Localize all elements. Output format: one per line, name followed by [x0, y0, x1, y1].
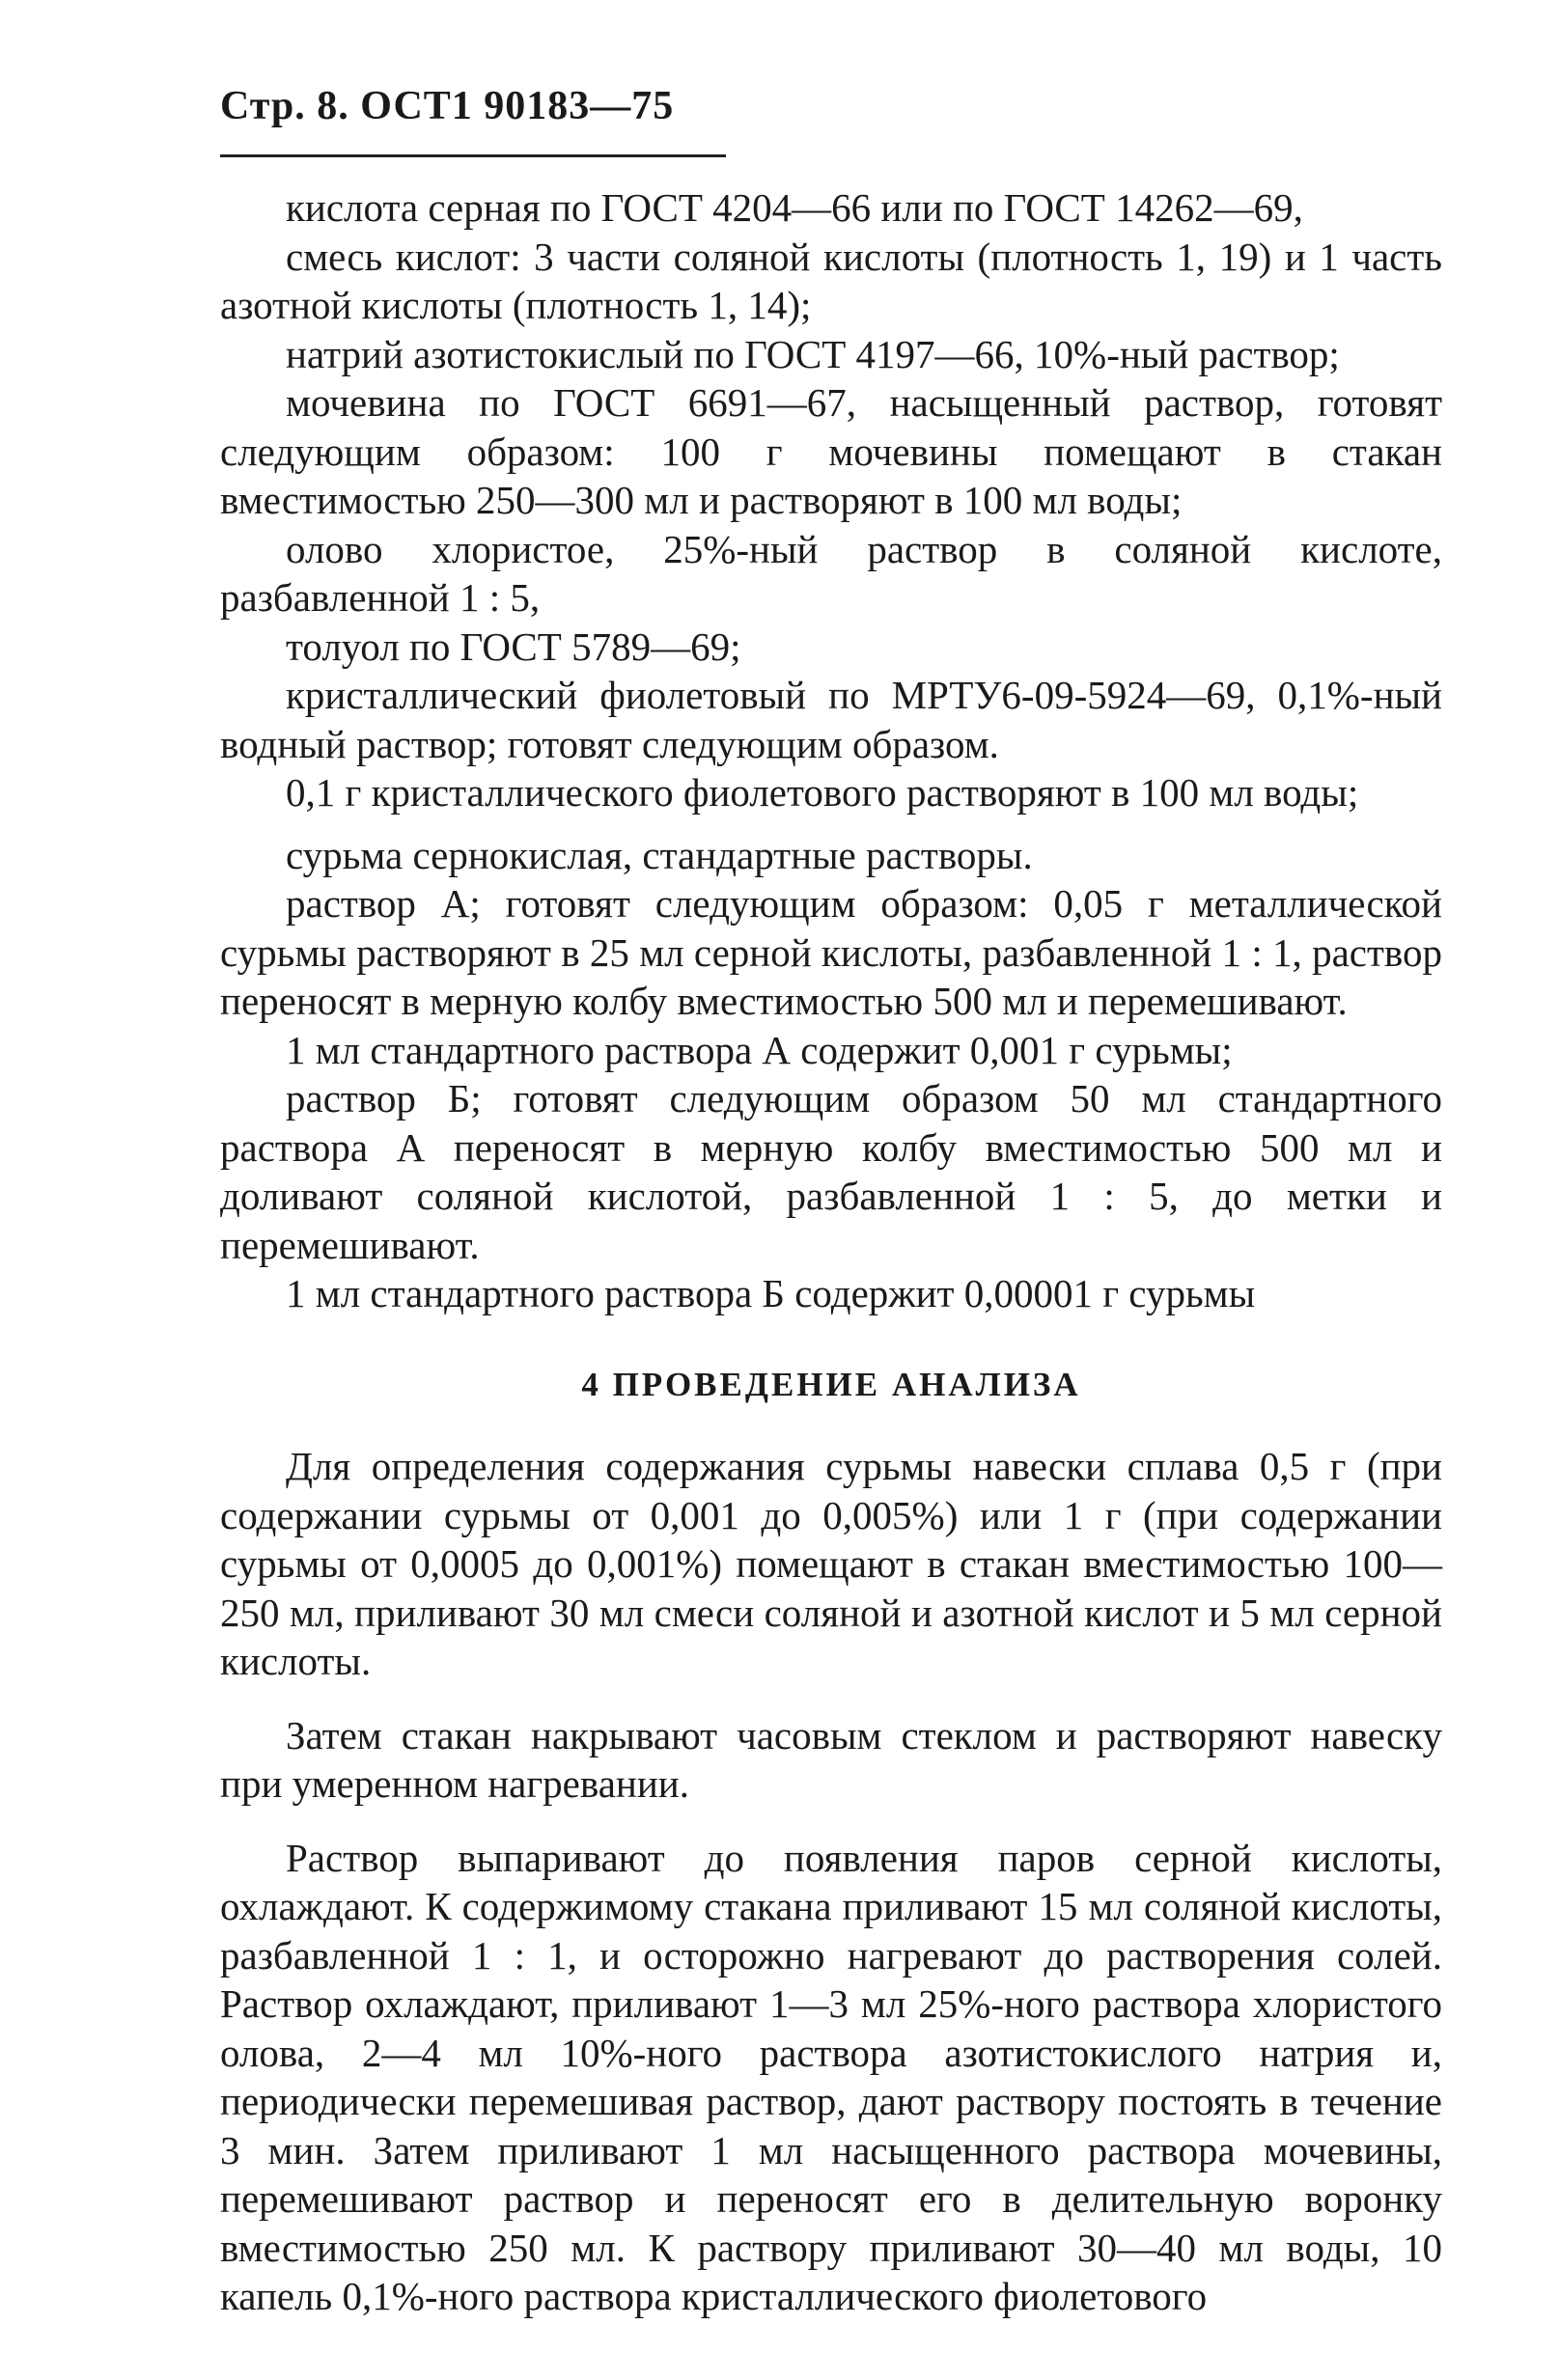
- header-rule: [220, 154, 726, 157]
- reagent-item: 0,1 г кристаллического фиолетового растворяют в 100 мл воды;: [286, 770, 1359, 815]
- body-paragraph: Раствор выпаривают до появления паров серной кислоты, охлаждают. К содержимому стакана приливают 15 мл соляной кислоты, разбавленной 1 : 1, и осторожно нагревают до растворения солей. Раствор охлаждают, приливают 1—3 мл 25%-ного раствора хлористого олова, 2—4 мл 10%-ного раствора азотистокислого натрия и, периодически перемешивая раствор, дают раствору постоять в течение 3 мин. Затем приливают 1 мл насыщенного раствора мочевины, перемешивают раствор и переносят его в делительную воронку вместимостью 250 мл. К раствору приливают 30—40 мл воды, 10 капель 0,1%-ного раствора кристаллического фиолетового: [220, 1835, 1442, 2318]
- reagent-item: олово хлористое, 25%-ный раствор в соляной кислоте, разбавленной 1 : 5,: [220, 526, 1442, 620]
- body-paragraph: Для определения содержания сурьмы навески сплава 0,5 г (при содержании сурьмы от 0,001 до 0,005%) или 1 г (при содержании сурьмы от 0,0005 до 0,001%) помещают в стакан вместимостью 100—250 мл, приливают 30 мл смеси соляной и азотной кислот и 5 мл серной кислоты.: [220, 1444, 1442, 1683]
- reagent-item: смесь кислот: 3 части соляной кислоты (плотность 1, 19) и 1 часть азотной кислоты (плотность 1, 14);: [220, 234, 1442, 327]
- reagent-item: раствор А; готовят следующим образом: 0,05 г металлической сурьмы растворяют в 25 мл серной кислоты, разбавленной 1 : 1, раствор переносят в мерную колбу вместимостью 500 мл и перемешивают.: [220, 881, 1442, 1023]
- reagent-item: кристаллический фиолетовый по МРТУ6-09-5924—69, 0,1%-ный водный раствор; готовят следующим образом.: [220, 673, 1442, 766]
- body-paragraph: Затем стакан накрывают часовым стеклом и растворяют навеску при умеренном нагревании.: [220, 1712, 1442, 1806]
- reagent-item: толуол по ГОСТ 5789—69;: [286, 623, 741, 669]
- page-header: Стр. 8. ОСТ1 90183—75: [220, 84, 675, 128]
- reagent-item: 1 мл стандартного раствора А содержит 0,001 г сурьмы;: [286, 1027, 1233, 1072]
- reagent-item: 1 мл стандартного раствора Б содержит 0,00001 г сурьмы: [286, 1271, 1256, 1315]
- reagent-item: натрий азотистокислый по ГОСТ 4197—66, 10%-ный раствор;: [286, 331, 1340, 376]
- reagent-item: мочевина по ГОСТ 6691—67, насыщенный раствор, готовят следующим образом: 100 г мочевины помещают в стакан вместимостью 250—300 мл и растворяют в 100 мл воды;: [220, 380, 1442, 522]
- page-body: [220, 183, 1442, 2321]
- section-heading: 4 ПРОВЕДЕНИЕ АНАЛИЗА: [581, 1365, 1081, 1403]
- reagent-item: раствор Б; готовят следующим образом 50 мл стандартного раствора А переносят в мерную колбу вместимостью 500 мл и доливают соляной кислотой, разбавленной 1 : 5, до метки и перемешивают.: [220, 1076, 1442, 1267]
- reagent-item: кислота серная по ГОСТ 4204—66 или по ГОСТ 14262—69,: [286, 185, 1303, 230]
- reagent-item: сурьма сернокислая, стандартные растворы.: [286, 832, 1033, 877]
